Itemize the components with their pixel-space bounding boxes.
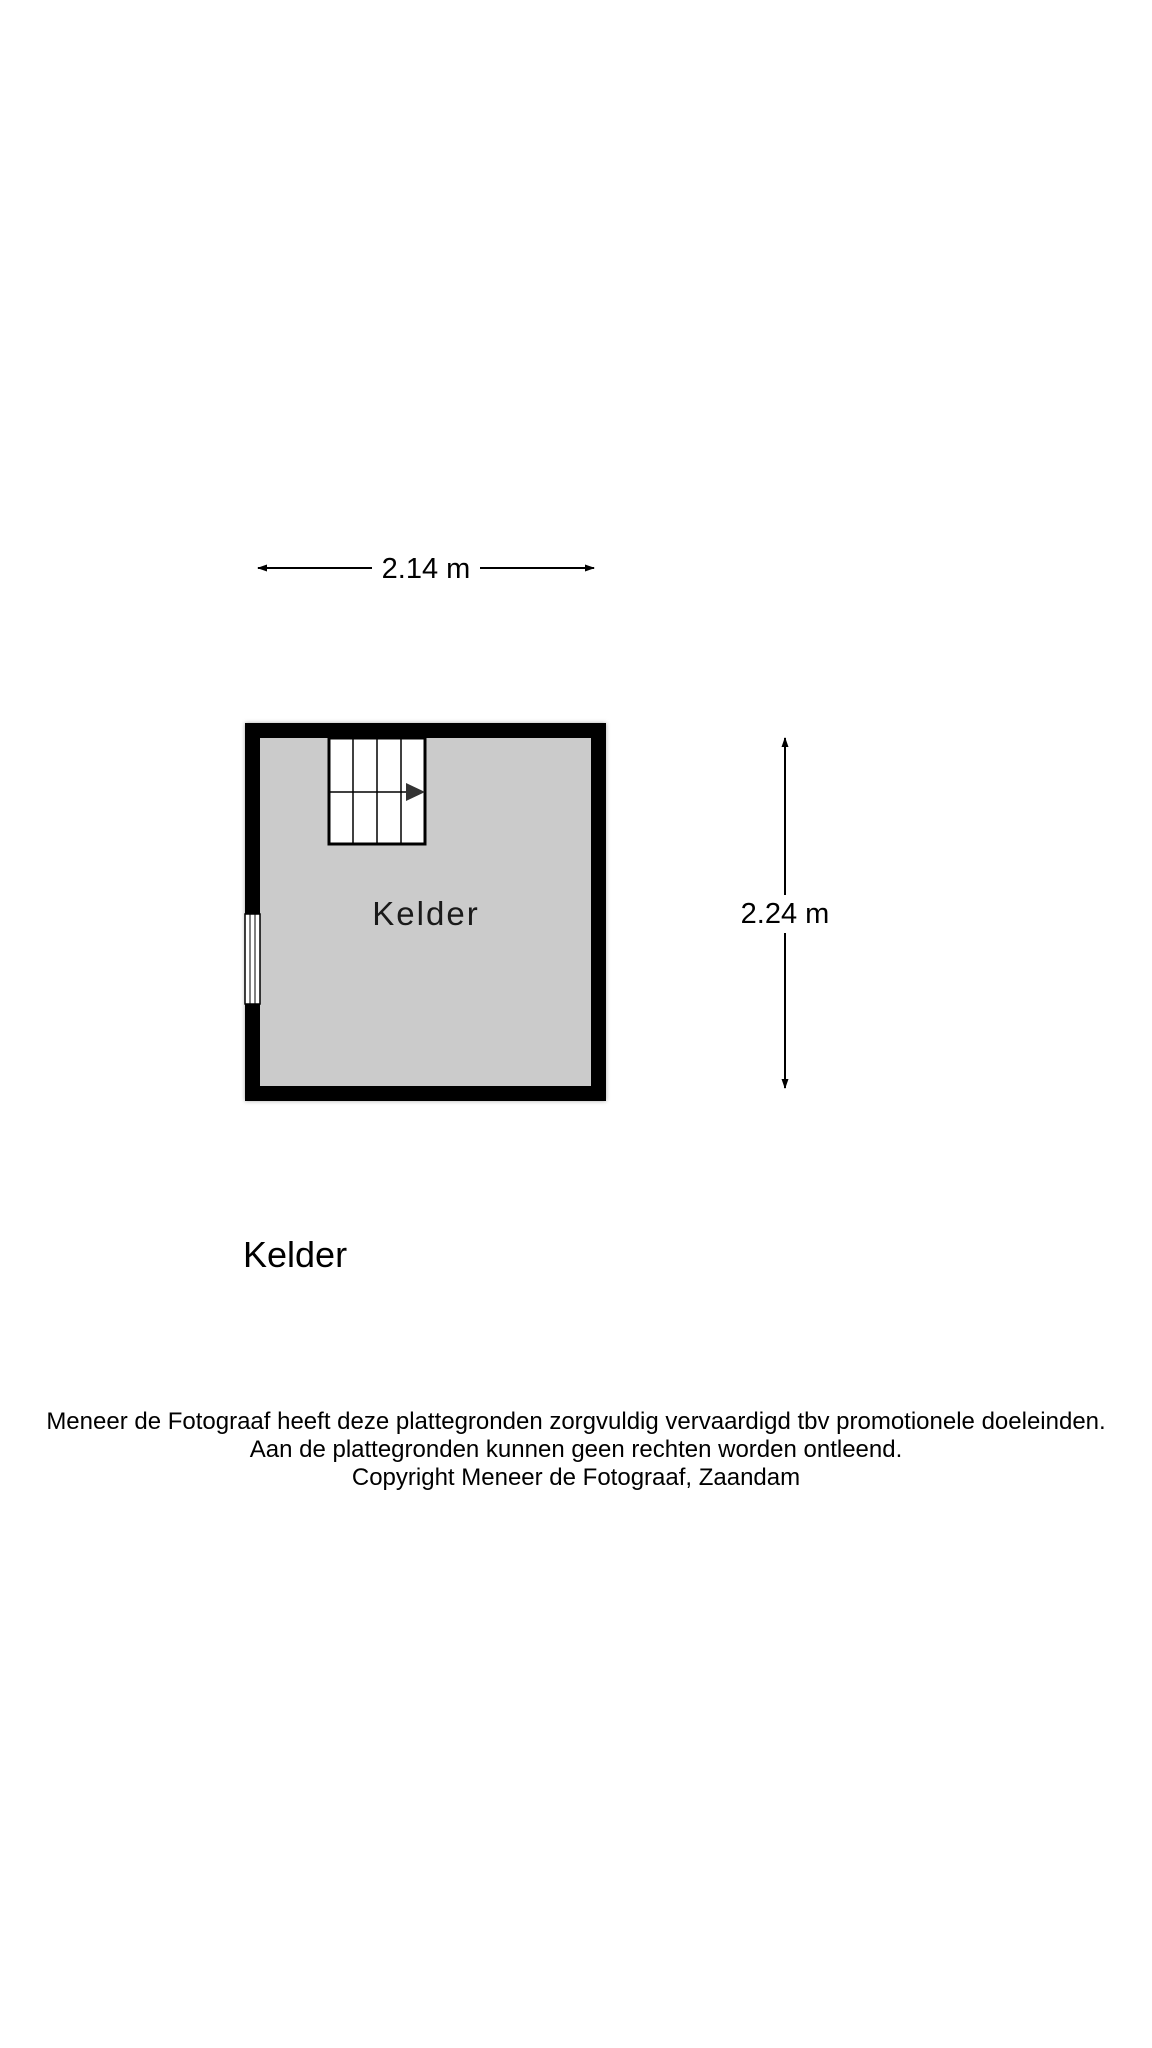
staircase xyxy=(329,738,425,844)
disclaimer-line-3: Copyright Meneer de Fotograaf, Zaandam xyxy=(351,1464,801,1491)
height-dimension-label: 2.24 m xyxy=(740,898,830,930)
room-label: Kelder xyxy=(372,895,480,932)
floor-title: Kelder xyxy=(243,1234,348,1275)
width-dimension-label: 2.14 m xyxy=(381,553,471,585)
disclaimer xyxy=(0,1408,1152,1492)
width-dimension xyxy=(258,553,594,585)
window xyxy=(245,914,260,1004)
height-dimension xyxy=(741,738,830,1088)
disclaimer-line-2: Aan de plattegronden kunnen geen rechten worden ontleend. xyxy=(249,1436,903,1463)
disclaimer-line-1: Meneer de Fotograaf heeft deze plattegronden zorgvuldig vervaardigd tbv promotionele doeleinden. xyxy=(46,1408,1106,1435)
